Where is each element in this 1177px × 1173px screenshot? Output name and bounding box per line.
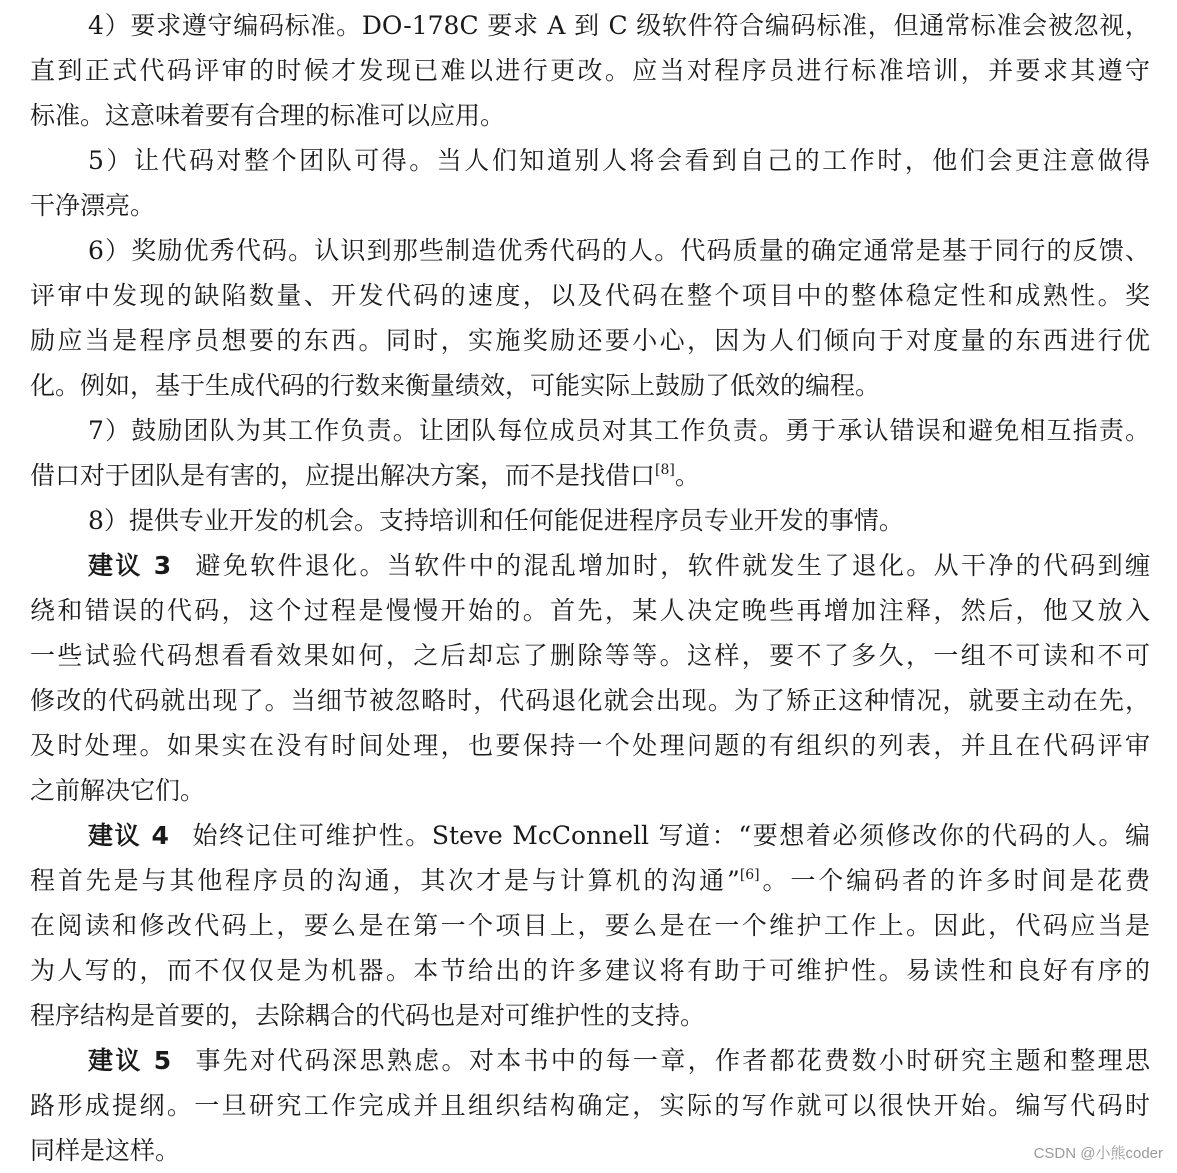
text-line: 化。例如，基于生成代码的行数来衡量绩效，可能实际上鼓励了低效的编程。: [30, 371, 881, 400]
text-segment: 避免软件退化。当软件中的混乱增加时，软件就发生了退化。从干净的代码到缠: [193, 551, 1150, 580]
text-line: 励应当是程序员想要的东西。同时，实施奖励还要小心，因为人们倾向于对度量的东西进行优: [30, 326, 1150, 355]
text-segment: 。一个编码者的许多时间是花费: [759, 866, 1150, 895]
text-line: 直到正式代码评审的时候才发现已难以进行更改。应当对程序员进行标准培训，并要求其遵守: [30, 56, 1150, 85]
suggestion-5: [30, 1038, 1150, 1173]
text-line: [30, 858, 1150, 903]
text-segment: 事先对代码深思熟虑。对本书中的每一章，作者都花费数小时研究主题和整理思: [193, 1046, 1150, 1075]
text-line: 及时处理。如果实在没有时间处理，也要保持一个处理问题的有组织的列表，并且在代码评审: [30, 731, 1150, 760]
text-line: 之前解决它们。: [30, 776, 206, 805]
text-line: [30, 813, 1150, 858]
text-line: 标准。这意味着要有合理的标准可以应用。: [30, 101, 506, 130]
text-line: 5）让代码对整个团队可得。当人们知道别人将会看到自己的工作时，他们会更注意做得: [88, 146, 1150, 175]
paragraph-item-8: [30, 498, 1150, 543]
text-line: 修改的代码就出现了。当细节被忽略时，代码退化就会出现。为了矫正这种情况，就要主动在先，: [30, 686, 1150, 715]
paragraph-item-7: [30, 408, 1150, 498]
paragraph-item-5: [30, 138, 1150, 228]
citation-ref: [6]: [739, 867, 760, 883]
text-segment: 借口对于团队是有害的，应提出解决方案，而不是找借口: [30, 461, 656, 490]
text-line: 一些试验代码想看看效果如何，之后却忘了删除等等。这样，要不了多久，一组不可读和不可: [30, 641, 1150, 670]
text-segment: 程首先是与其他程序员的沟通，其次才是与计算机的沟通”: [30, 866, 740, 895]
text-line: [30, 1038, 1150, 1083]
text-line: 同样是这样。: [30, 1136, 181, 1165]
text-line: 为人写的，而不仅仅是为机器。本节给出的许多建议将有助于可维护性。易读性和良好有序的: [30, 956, 1150, 985]
suggestion-label: 建议 5: [88, 1046, 172, 1075]
text-line: 在阅读和修改代码上，要么是在第一个项目上，要么是在一个维护工作上。因此，代码应当是: [30, 911, 1150, 940]
paragraph-item-6: [30, 228, 1150, 408]
paragraph-item-4: [30, 3, 1150, 138]
document-page: [30, 3, 1150, 1173]
text-line: 干净漂亮。: [30, 191, 156, 220]
text-line: 7）鼓励团队为其工作负责。让团队每位成员对其工作负责。勇于承认错误和避免相互指责。: [88, 416, 1150, 445]
suggestion-4: [30, 813, 1150, 1038]
text-line: 路形成提纲。一旦研究工作完成并且组织结构确定，实际的写作就可以很快开始。编写代码时: [30, 1091, 1150, 1120]
suggestion-label: 建议 4: [88, 821, 169, 850]
text-line: [30, 543, 1150, 588]
text-line: [30, 453, 1150, 498]
watermark: CSDN @小熊coder: [1033, 1145, 1163, 1162]
citation-ref: [8]: [655, 462, 675, 478]
suggestion-3: [30, 543, 1150, 813]
text-line: 评审中发现的缺陷数量、开发代码的速度，以及代码在整个项目中的整体稳定性和成熟性。奖: [30, 281, 1150, 310]
suggestion-label: 建议 3: [88, 551, 172, 580]
text-segment: 。: [674, 461, 700, 490]
text-line: 程序结构是首要的，去除耦合的代码也是对可维护性的支持。: [30, 1001, 706, 1030]
text-line: 绕和错误的代码，这个过程是慢慢开始的。首先，某人决定晚些再增加注释，然后，他又放入: [30, 596, 1150, 625]
text-line: 4）要求遵守编码标准。DO-178C 要求 A 到 C 级软件符合编码标准，但通常标准会被忽视，: [88, 11, 1150, 40]
text-segment: 始终记住可维护性。Steve McConnell 写道：“要想着必须修改你的代码的人。编: [190, 821, 1150, 850]
text-line: 6）奖励优秀代码。认识到那些制造优秀代码的人。代码质量的确定通常是基于同行的反馈、: [88, 236, 1150, 265]
text-line: 8）提供专业开发的机会。支持培训和任何能促进程序员专业开发的事情。: [88, 506, 904, 535]
